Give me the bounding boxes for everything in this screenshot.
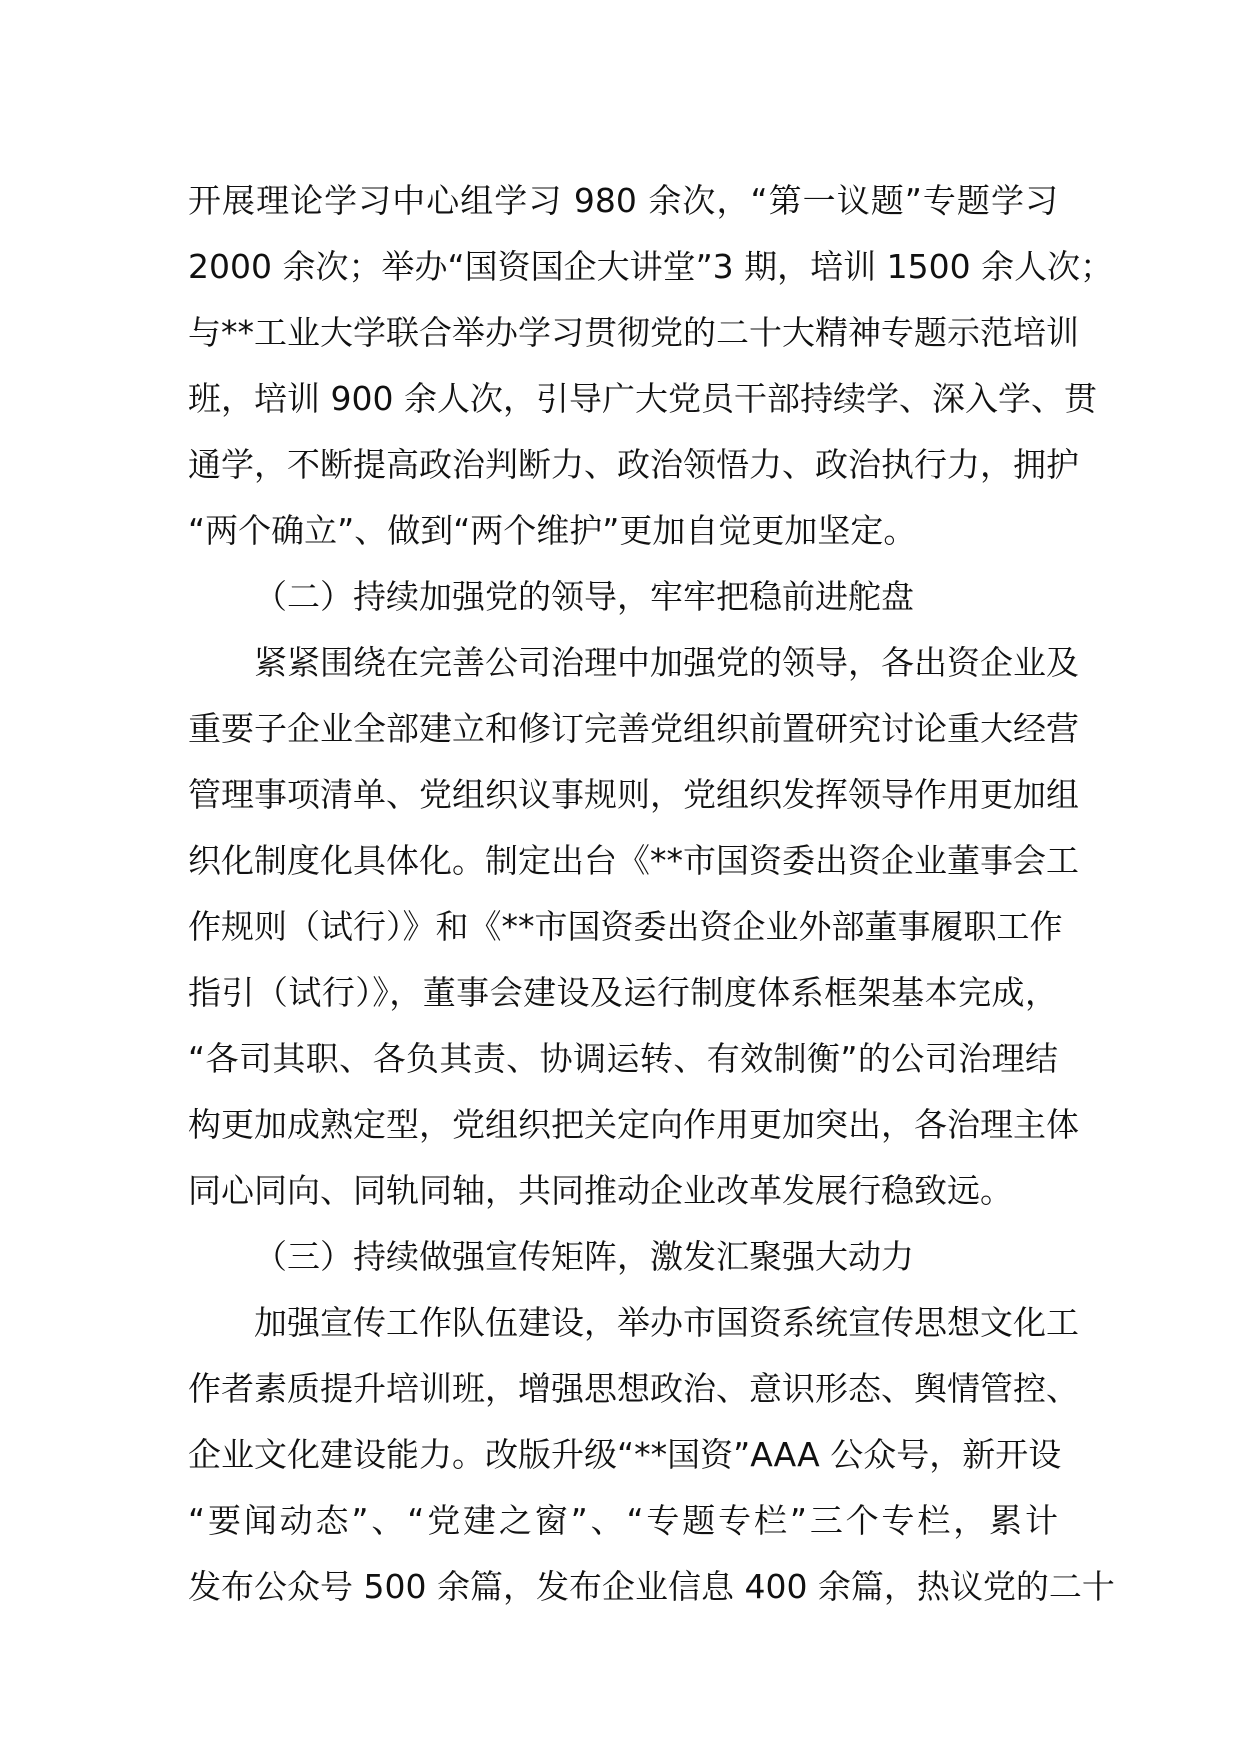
- paragraph-line: 企业文化建设能力。改版升级“**国资”AAA 公众号，新开设: [188, 1435, 1062, 1474]
- paragraph-line: 管理事项清单、党组织议事规则，党组织发挥领导作用更加组: [188, 775, 1079, 814]
- paragraph-line: 指引（试行）》，董事会建设及运行制度体系框架基本完成，: [188, 973, 1058, 1012]
- paragraph-line: 开展理论学习中心组学习 980 余次，“第一议题”专题学习: [188, 181, 1058, 220]
- body-text: [188, 168, 1115, 1620]
- section-heading: （三）持续做强宣传矩阵，激发汇聚强大动力: [254, 1237, 914, 1276]
- paragraph-line: 同心同向、同轨同轴，共同推动企业改革发展行稳致远。: [188, 1171, 1013, 1210]
- paragraph-line: 加强宣传工作队伍建设，举办市国资系统宣传思想文化工: [254, 1303, 1079, 1342]
- paragraph-line: 与**工业大学联合举办学习贯彻党的二十大精神专题示范培训: [188, 313, 1079, 352]
- paragraph-line: “两个确立”、做到“两个维护”更加自觉更加坚定。: [188, 511, 917, 550]
- paragraph-line: 2000 余次；举办“国资国企大讲堂”3 期，培训 1500 余人次；: [188, 247, 1114, 286]
- paragraph-line: 紧紧围绕在完善公司治理中加强党的领导，各出资企业及: [254, 643, 1079, 682]
- paragraph-line: “要闻动态”、“党建之窗”、“专题专栏”三个专栏，累计: [188, 1501, 1058, 1540]
- paragraph-line: 作规则（试行）》和《**市国资委出资企业外部董事履职工作: [188, 907, 1063, 946]
- paragraph-line: 重要子企业全部建立和修订完善党组织前置研究讨论重大经营: [188, 709, 1079, 748]
- paragraph-line: 发布公众号 500 余篇，发布企业信息 400 余篇，热议党的二十: [188, 1567, 1115, 1606]
- paragraph-line: 通学，不断提高政治判断力、政治领悟力、政治执行力，拥护: [188, 445, 1079, 484]
- section-heading: （二）持续加强党的领导，牢牢把稳前进舵盘: [254, 577, 914, 616]
- paragraph-line: 织化制度化具体化。制定出台《**市国资委出资企业董事会工: [188, 841, 1079, 880]
- paragraph-line: 作者素质提升培训班，增强思想政治、意识形态、舆情管控、: [188, 1369, 1079, 1408]
- paragraph-line: “各司其职、各负其责、协调运转、有效制衡”的公司治理结: [188, 1039, 1058, 1078]
- paragraph-line: 构更加成熟定型，党组织把关定向作用更加突出，各治理主体: [188, 1105, 1079, 1144]
- paragraph-line: 班，培训 900 余人次，引导广大党员干部持续学、深入学、贯: [188, 379, 1097, 418]
